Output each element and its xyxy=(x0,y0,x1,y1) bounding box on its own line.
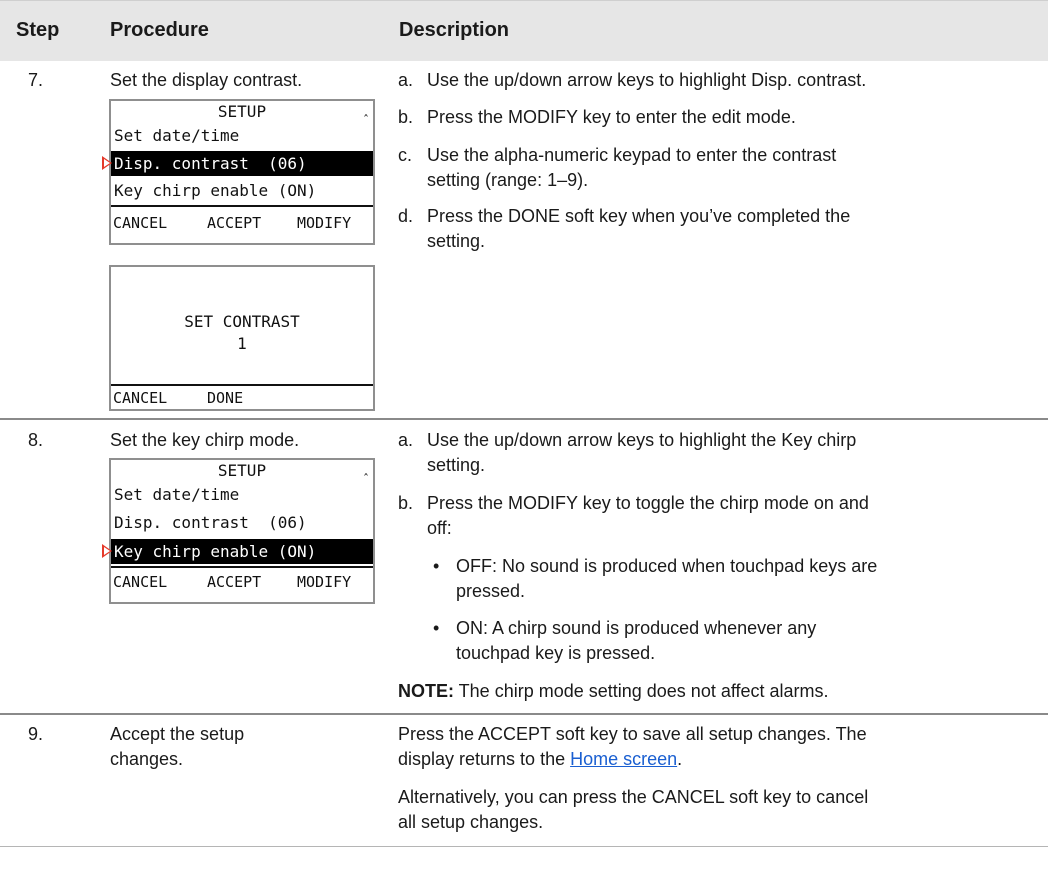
lcd-separator xyxy=(111,205,373,207)
step-letter: b. xyxy=(398,493,414,513)
row-divider xyxy=(0,418,1048,420)
home-screen-link[interactable]: Home screen xyxy=(570,749,678,769)
step-text: Press the DONE soft key when you’ve completed the xyxy=(427,206,851,226)
procedure-text: Accept the setup xyxy=(110,724,245,744)
header-description: Description xyxy=(399,19,510,41)
description-text: all setup changes. xyxy=(398,812,544,832)
step-text: Use the up/down arrow keys to highlight Disp. contrast. xyxy=(427,70,867,90)
bullet-icon: • xyxy=(433,618,440,638)
header-procedure: Procedure xyxy=(110,19,209,41)
lcd-title: SETUP xyxy=(217,102,267,121)
step-text: setting. xyxy=(427,231,486,251)
scroll-up-icon: ˆ xyxy=(363,472,369,486)
note xyxy=(398,679,829,704)
step-number: 8. xyxy=(28,430,44,450)
procedure-text: Set the key chirp mode. xyxy=(110,430,300,450)
description-text-post: . xyxy=(677,749,683,769)
lcd-value: 1 xyxy=(237,334,247,353)
softkey-cancel: CANCEL xyxy=(113,214,168,232)
procedure-text: changes. xyxy=(110,749,184,769)
selection-pointer-icon xyxy=(102,156,112,170)
softkey-done: DONE xyxy=(207,389,244,407)
step-letter: d. xyxy=(398,206,414,226)
step-text: setting (range: 1–9). xyxy=(427,170,589,190)
lcd-setup-screen xyxy=(109,458,375,604)
description-text xyxy=(398,747,682,772)
softkey-modify: MODIFY xyxy=(297,214,352,232)
step-text: Press the MODIFY key to toggle the chirp mode on and xyxy=(427,493,869,513)
row-divider xyxy=(0,713,1048,715)
description-text: Press the ACCEPT soft key to save all setup changes. The xyxy=(398,724,867,744)
softkey-cancel: CANCEL xyxy=(113,573,168,591)
step-letter: c. xyxy=(398,145,413,165)
procedure-text: Set the display contrast. xyxy=(110,70,303,90)
softkey-accept: ACCEPT xyxy=(207,214,262,232)
description-text: Alternatively, you can press the CANCEL soft key to cancel xyxy=(398,787,869,807)
lcd-separator xyxy=(111,566,373,568)
step-number: 7. xyxy=(28,70,44,90)
lcd-line: Set date/time xyxy=(114,126,240,145)
table-header xyxy=(0,0,1048,61)
lcd-line: Set date/time xyxy=(114,485,240,504)
step-letter: a. xyxy=(398,430,414,450)
lcd-contrast-screen xyxy=(109,265,375,411)
softkey-modify: MODIFY xyxy=(297,573,352,591)
bullet-icon: • xyxy=(433,556,440,576)
header-step: Step xyxy=(16,19,60,41)
description-text-pre: display returns to the xyxy=(398,749,571,769)
lcd-title: SET CONTRAST xyxy=(184,312,300,331)
lcd-line: Disp. contrast (06) xyxy=(114,513,307,532)
note-label: NOTE: xyxy=(398,681,454,701)
step-number: 9. xyxy=(28,724,44,744)
step-text: Use the up/down arrow keys to highlight the Key chirp xyxy=(427,430,857,450)
step-text: off: xyxy=(427,518,452,538)
bullet-text: OFF: No sound is produced when touchpad keys are xyxy=(456,556,878,576)
step-text: setting. xyxy=(427,455,486,475)
softkey-accept: ACCEPT xyxy=(207,573,262,591)
lcd-line: Key chirp enable (ON) xyxy=(114,181,317,200)
step-letter: a. xyxy=(398,70,414,90)
step-letter: b. xyxy=(398,107,414,127)
bullet-text: ON: A chirp sound is produced whenever any xyxy=(456,618,817,638)
lcd-title: SETUP xyxy=(217,461,267,480)
step-text: Use the alpha-numeric keypad to enter the contrast xyxy=(427,145,837,165)
bullet-text: touchpad key is pressed. xyxy=(456,643,656,663)
step-text: Press the MODIFY key to enter the edit mode. xyxy=(427,107,796,127)
lcd-setup-screen xyxy=(109,99,375,245)
scroll-up-icon: ˆ xyxy=(363,113,369,127)
row-divider xyxy=(0,846,1048,847)
lcd-line-highlighted: Disp. contrast (06) xyxy=(111,151,373,176)
softkey-cancel: CANCEL xyxy=(113,389,168,407)
lcd-separator xyxy=(111,384,373,386)
note-text: The chirp mode setting does not affect alarms. xyxy=(454,681,829,701)
lcd-line-highlighted: Key chirp enable (ON) xyxy=(111,539,373,564)
bullet-text: pressed. xyxy=(456,581,526,601)
selection-pointer-icon xyxy=(102,544,112,558)
